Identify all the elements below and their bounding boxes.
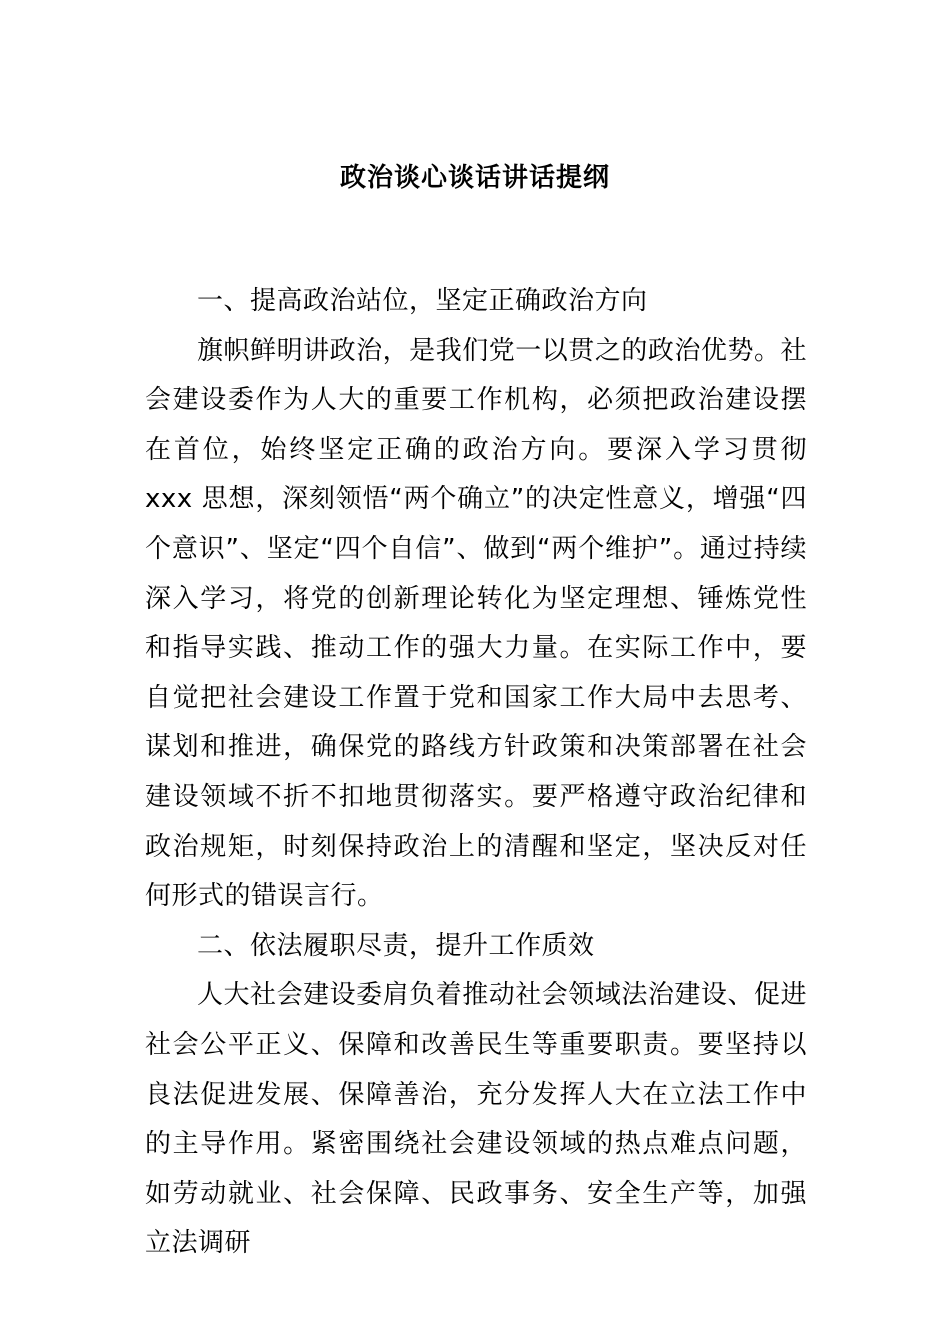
document-title: 政治谈心谈话讲话提纲 xyxy=(339,163,610,193)
document-body xyxy=(145,277,807,1269)
section-heading-2: 二、依法履职尽责，提升工作质效 xyxy=(197,930,595,961)
section-heading-1: 一、提高政治站位，坚定正确政治方向 xyxy=(197,286,648,316)
body-paragraph-1: 旗帜鲜明讲政治，是我们党一以贯之的政治优势。社会建设委作为人大的重要工作机构，必须把政治建设摆在首位，始终坚定正确的政治方向。要深入学习贯彻 xxx 思想，深刻领悟“两个确立”的决定性意义，增强“四个意识”、坚定“四个自信”、做到“两个维护”。通过持续深入学习，将党的创新理论转化为坚定理想、锤炼党性和指导实践、推动工作的强大力量。在实际工作中，要自觉把社会建设工作置于党和国家工作大局中去思考、谋划和推进，确保党的路线方针政策和决策部署在社会建设领域不折不扣地贯彻落实。要严格遵守政治纪律和政治规矩，时刻保持政治上的清醒和坚定，坚决反对任何形式的错误言行。 xyxy=(145,335,807,912)
body-paragraph-2: 人大社会建设委肩负着推动社会领域法治建设、促进社会公平正义、保障和改善民生等重要职责。要坚持以良法促进发展、保障善治，充分发挥人大在立法工作中的主导作用。紧密围绕社会建设领域的热点难点问题，如劳动就业、社会保障、民政事务、安全生产等，加强立法调研 xyxy=(145,980,807,1259)
